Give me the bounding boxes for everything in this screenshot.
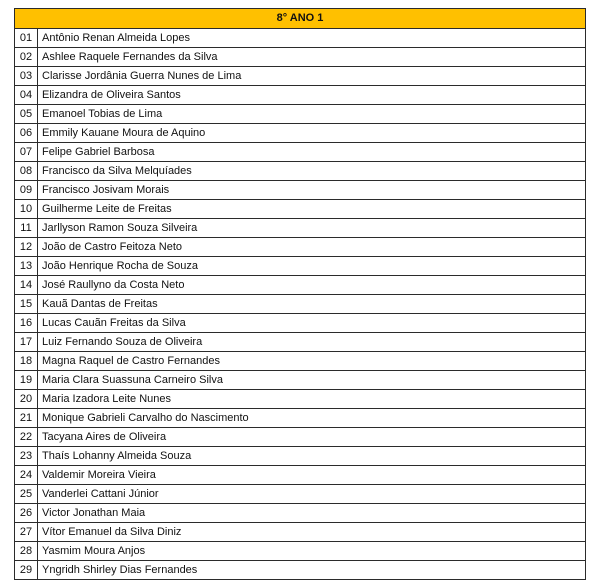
class-title: 8° ANO 1 — [15, 9, 586, 29]
student-name: Francisco Josivam Morais — [38, 181, 586, 200]
table-row — [15, 295, 586, 314]
table-row — [15, 390, 586, 409]
student-number: 18 — [15, 352, 38, 371]
table-row — [15, 485, 586, 504]
student-number: 17 — [15, 333, 38, 352]
student-name: José Raullyno da Costa Neto — [38, 276, 586, 295]
student-name: Vítor Emanuel da Silva Diniz — [38, 523, 586, 542]
student-name: Francisco da Silva Melquíades — [38, 162, 586, 181]
student-name: Emmily Kauane Moura de Aquino — [38, 124, 586, 143]
student-number: 08 — [15, 162, 38, 181]
table-row — [15, 257, 586, 276]
roster-body — [15, 29, 586, 580]
student-name: João Henrique Rocha de Souza — [38, 257, 586, 276]
student-name: Kauã Dantas de Freitas — [38, 295, 586, 314]
student-number: 19 — [15, 371, 38, 390]
student-name: João de Castro Feitoza Neto — [38, 238, 586, 257]
table-row — [15, 238, 586, 257]
student-name: Luiz Fernando Souza de Oliveira — [38, 333, 586, 352]
student-number: 23 — [15, 447, 38, 466]
student-number: 02 — [15, 48, 38, 67]
student-number: 10 — [15, 200, 38, 219]
student-name: Guilherme Leite de Freitas — [38, 200, 586, 219]
student-name: Ashlee Raquele Fernandes da Silva — [38, 48, 586, 67]
student-name: Magna Raquel de Castro Fernandes — [38, 352, 586, 371]
class-roster-table — [14, 8, 586, 580]
student-number: 13 — [15, 257, 38, 276]
student-name: Yasmim Moura Anjos — [38, 542, 586, 561]
table-row — [15, 409, 586, 428]
table-row — [15, 504, 586, 523]
table-row — [15, 447, 586, 466]
header-row — [15, 9, 586, 29]
student-number: 07 — [15, 143, 38, 162]
student-name: Lucas Cauãn Freitas da Silva — [38, 314, 586, 333]
student-name: Vanderlei Cattani Júnior — [38, 485, 586, 504]
table-row — [15, 124, 586, 143]
table-row — [15, 48, 586, 67]
student-number: 05 — [15, 105, 38, 124]
student-name: Maria Izadora Leite Nunes — [38, 390, 586, 409]
table-row — [15, 86, 586, 105]
student-number: 09 — [15, 181, 38, 200]
table-row — [15, 466, 586, 485]
student-number: 25 — [15, 485, 38, 504]
table-row — [15, 428, 586, 447]
student-name: Valdemir Moreira Vieira — [38, 466, 586, 485]
student-name: Emanoel Tobias de Lima — [38, 105, 586, 124]
student-name: Yngridh Shirley Dias Fernandes — [38, 561, 586, 580]
table-row — [15, 219, 586, 238]
table-row — [15, 200, 586, 219]
student-number: 22 — [15, 428, 38, 447]
table-row — [15, 352, 586, 371]
student-number: 15 — [15, 295, 38, 314]
table-row — [15, 162, 586, 181]
student-name: Felipe Gabriel Barbosa — [38, 143, 586, 162]
table-row — [15, 371, 586, 390]
table-row — [15, 523, 586, 542]
table-row — [15, 276, 586, 295]
student-number: 28 — [15, 542, 38, 561]
student-name: Jarllyson Ramon Souza Silveira — [38, 219, 586, 238]
student-number: 03 — [15, 67, 38, 86]
student-name: Maria Clara Suassuna Carneiro Silva — [38, 371, 586, 390]
student-name: Elizandra de Oliveira Santos — [38, 86, 586, 105]
student-number: 01 — [15, 29, 38, 48]
table-row — [15, 181, 586, 200]
student-name: Victor Jonathan Maia — [38, 504, 586, 523]
student-number: 14 — [15, 276, 38, 295]
student-number: 24 — [15, 466, 38, 485]
student-name: Clarisse Jordânia Guerra Nunes de Lima — [38, 67, 586, 86]
student-number: 16 — [15, 314, 38, 333]
table-row — [15, 561, 586, 580]
student-number: 04 — [15, 86, 38, 105]
table-row — [15, 105, 586, 124]
student-number: 21 — [15, 409, 38, 428]
table-row — [15, 314, 586, 333]
student-number: 29 — [15, 561, 38, 580]
student-number: 26 — [15, 504, 38, 523]
student-name: Tacyana Aires de Oliveira — [38, 428, 586, 447]
table-row — [15, 542, 586, 561]
table-row — [15, 67, 586, 86]
student-number: 06 — [15, 124, 38, 143]
table-row — [15, 143, 586, 162]
student-name: Monique Gabrieli Carvalho do Nascimento — [38, 409, 586, 428]
table-row — [15, 29, 586, 48]
student-number: 27 — [15, 523, 38, 542]
table-row — [15, 333, 586, 352]
student-number: 12 — [15, 238, 38, 257]
student-name: Antônio Renan Almeida Lopes — [38, 29, 586, 48]
student-number: 20 — [15, 390, 38, 409]
student-number: 11 — [15, 219, 38, 238]
student-name: Thaís Lohanny Almeida Souza — [38, 447, 586, 466]
